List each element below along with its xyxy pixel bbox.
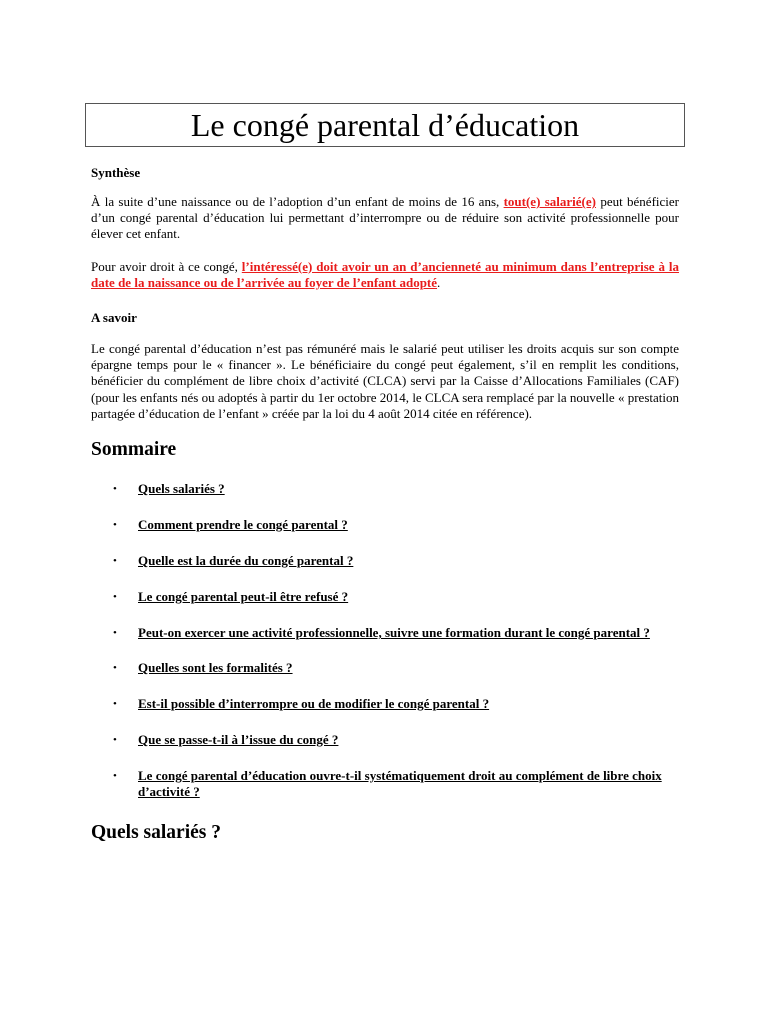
sommaire-item xyxy=(91,660,679,676)
sommaire-item xyxy=(91,732,679,748)
bullet-icon: • xyxy=(113,662,117,675)
sommaire-link-activite-formation[interactable]: Peut-on exercer une activité professionnelle, suivre une formation durant le congé parental ? xyxy=(138,625,650,641)
sommaire-list xyxy=(91,481,679,800)
bullet-icon: • xyxy=(113,770,117,783)
synthese-paragraph-2 xyxy=(91,259,679,291)
bullet-icon: • xyxy=(113,519,117,532)
sommaire-link-quels-salaries[interactable]: Quels salariés ? xyxy=(138,481,225,497)
bullet-icon: • xyxy=(113,627,117,640)
document-page xyxy=(91,103,679,844)
synthese-paragraph-1 xyxy=(91,194,679,243)
title-box xyxy=(85,103,685,147)
sommaire-item xyxy=(91,625,679,641)
sommaire-item xyxy=(91,553,679,569)
quels-salaries-heading: Quels salariés ? xyxy=(91,822,221,844)
anciennete-highlight: l’intéressé(e) doit avoir un an d’ancienneté au minimum dans l’entreprise à la date de la naissance ou de l’arrivée au foyer de l’enfant adopté xyxy=(91,258,679,290)
sommaire-item xyxy=(91,696,679,712)
bullet-icon: • xyxy=(113,734,117,747)
a-savoir-paragraph: Le congé parental d’éducation n’est pas rémunéré mais le salarié peut utiliser les droits acquis sur son compte épargne temps pour le « financer ». Le bénéficiaire du congé peut également, s’il en remplit les conditions, bénéficier du complément de libre choix d’activité (CLCA) servi par la Caisse d’Allocations Familiales (CAF) (pour les enfants nés ou adoptés à partir du 1er octobre 2014, le CLCA sera remplacé par la nouvelle « prestation partagée d’éducation de l’enfant » créée par la loi du 4 août 2014 citée en référence). xyxy=(91,341,679,421)
sommaire-link-issue[interactable]: Que se passe-t-il à l’issue du congé ? xyxy=(138,732,339,748)
sommaire-link-duree[interactable]: Quelle est la durée du congé parental ? xyxy=(138,553,354,569)
sommaire-link-refuse[interactable]: Le congé parental peut-il être refusé ? xyxy=(138,589,349,605)
bullet-icon: • xyxy=(113,698,117,711)
sommaire-item xyxy=(91,589,679,605)
sommaire-item xyxy=(91,481,679,497)
synthese-p2-end: . xyxy=(437,274,441,290)
page-title: Le congé parental d’éducation xyxy=(190,107,580,143)
synthese-heading: Synthèse xyxy=(91,165,141,180)
synthese-p1-end: peut bénéficier d’un congé parental d’éducation lui permettant d’interrompre ou de réduire son activité professionnelle pour élever cet enfant. xyxy=(91,194,680,242)
a-savoir-heading: A savoir xyxy=(91,310,137,326)
bullet-icon: • xyxy=(113,555,117,568)
sommaire-item xyxy=(91,517,679,533)
sommaire-link-formalites[interactable]: Quelles sont les formalités ? xyxy=(138,660,293,676)
sommaire-link-comment-prendre[interactable]: Comment prendre le congé parental ? xyxy=(138,517,348,533)
synthese-p1-text: À la suite d’une naissance ou de l’adoption d’un enfant de moins de 16 ans, xyxy=(91,194,504,209)
synthese-p2-text: Pour avoir droit à ce congé, xyxy=(91,258,242,274)
tout-salarie-highlight: tout(e) salarié(e) xyxy=(503,194,596,209)
sommaire-link-interrompre[interactable]: Est-il possible d’interrompre ou de modifier le congé parental ? xyxy=(138,696,490,712)
sommaire-heading: Sommaire xyxy=(91,439,177,461)
sommaire-link-clca[interactable]: Le congé parental d’éducation ouvre-t-il systématiquement droit au complément de libre choix d’activité ? xyxy=(138,768,662,800)
sommaire-item xyxy=(91,768,679,800)
bullet-icon: • xyxy=(113,483,117,496)
bullet-icon: • xyxy=(113,591,117,604)
